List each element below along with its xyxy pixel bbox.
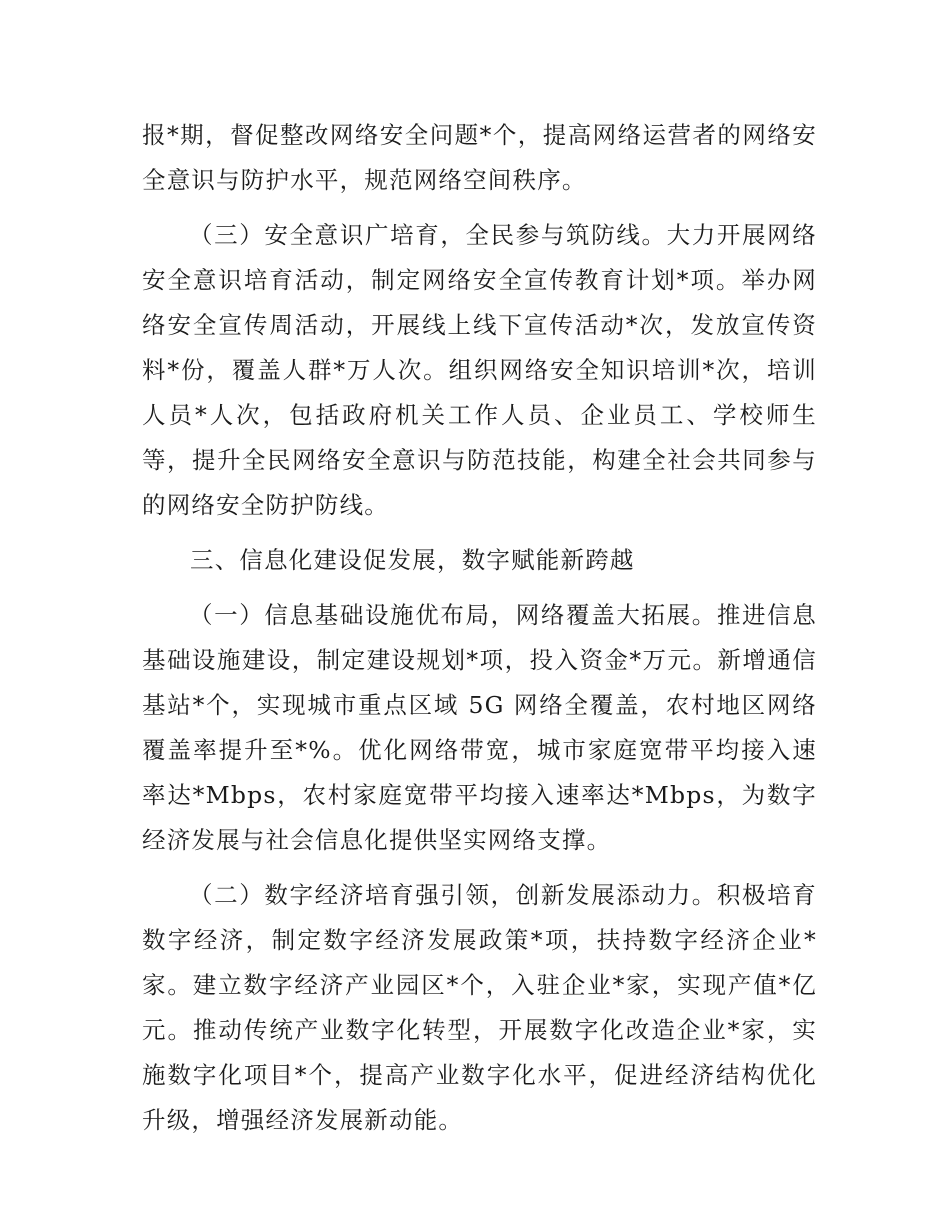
paragraph-continuation: 报*期，督促整改网络安全问题*个，提高网络运营者的网络安全意识与防护水平，规范网络空间秩序。 (142, 121, 817, 194)
paragraph-digital-economy: （二）数字经济培育强引领，创新发展添动力。积极培育数字经济，制定数字经济发展政策*项，扶持数字经济企业*家。建立数字经济产业园区*个，入驻企业*家，实现产值*亿元。推动传统产业数字化转型，开展数字化改造企业*家，实施数字化项目*个，提高产业数字化水平，促进经济结构优化升级，增强经济发展新动能。 (142, 881, 817, 1134)
section-heading-informatization: 三、信息化建设促发展，数字赋能新跨越 (190, 546, 635, 574)
document-body (142, 113, 817, 1153)
paragraph-infrastructure: （一）信息基础设施优布局，网络覆盖大拓展。推进信息基础设施建设，制定建设规划*项，投入资金*万元。新增通信基站*个，实现城市重点区域 5G 网络全覆盖，农村地区网络覆盖率提升至*%。优化网络带宽，城市家庭宽带平均接入速率达*Mbps，农村家庭宽带平均接入速率达*Mbps，为数字经济发展与社会信息化提供坚实网络支撑。 (142, 601, 817, 854)
paragraph-security-awareness: （三）安全意识广培育，全民参与筑防线。大力开展网络安全意识培育活动，制定网络安全宣传教育计划*项。举办网络安全宣传周活动，开展线上线下宣传活动*次，发放宣传资料*份，覆盖人群*万人次。组织网络安全知识培训*次，培训人员*人次，包括政府机关工作人员、企业员工、学校师生等，提升全民网络安全意识与防范技能，构建全社会共同参与的网络安全防护防线。 (142, 221, 817, 519)
